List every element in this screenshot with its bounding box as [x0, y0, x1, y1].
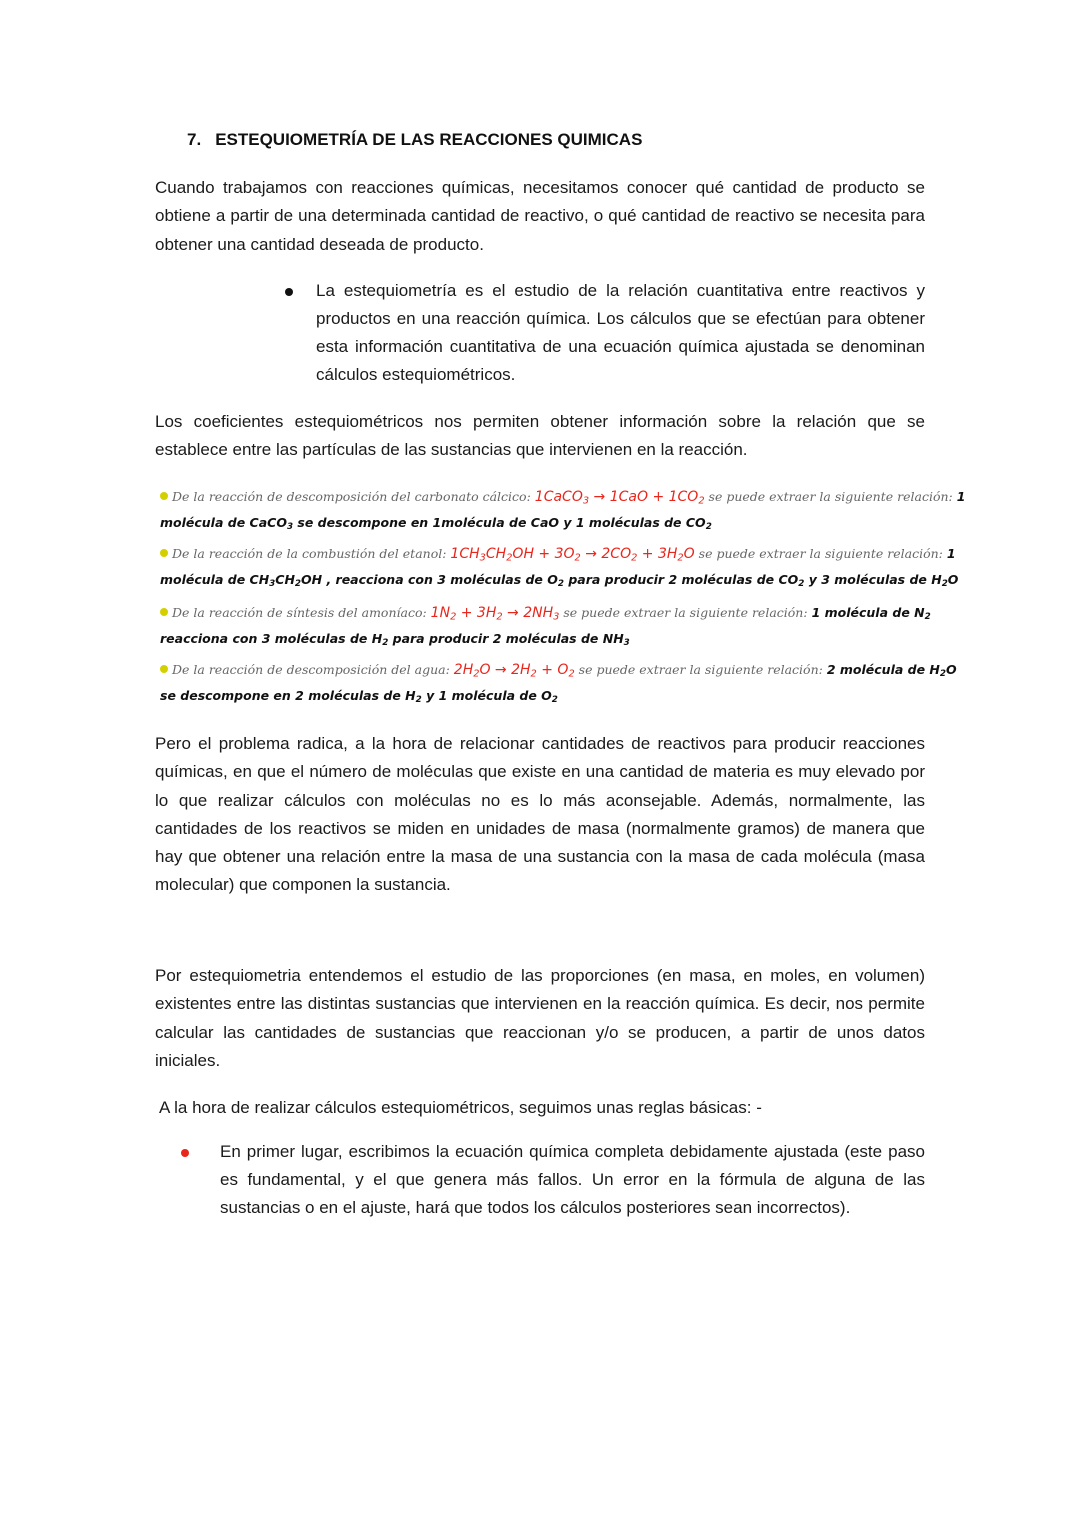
example-bullet-icon — [160, 549, 168, 557]
example-relation: 1 molécula de $N_2$ reacciona con 3 moléculas de $H_2$ para producir 2 moléculas de $NH_3$ — [160, 605, 931, 649]
example-lead: De la reacción de la combustión del etanol: — [172, 546, 447, 561]
section-heading — [187, 130, 642, 150]
definition-bullet-text: La estequiometría es el estudio de la relación cuantitativa entre reactivos y productos en una reacción química. Los cálculos que se efectúan para obtener esta información cuantitativa de una ecuación química ajustada se denominan cálculos estequiométricos. — [316, 281, 925, 384]
example-lead: De la reacción de descomposición del carbonato cálcico: — [172, 489, 531, 504]
example-bullet-icon — [160, 608, 168, 616]
stoichiometry-paragraph: Por estequiometria entendemos el estudio de las proporciones (en masa, en moles, en volumen) existentes entre las distintas sustancias que intervienen en la reacción química. Es decir, nos permite calcular las cantidades de sustancias que reaccionan y/o se producen, a partir de unos datos iniciales. — [155, 966, 925, 1070]
example-mid: se puede extraer la siguiente relación: — [578, 662, 823, 677]
example-equation: $1N_2 + 3H_2 \to 2NH_3$ — [430, 605, 560, 623]
example-equation: $1CH_3CH_2OH + 3O_2 \to 2CO_2 + 3H_2O$ — [450, 546, 695, 564]
coefficients-paragraph: Los coeficientes estequiométricos nos permiten obtener información sobre la relación que se establece entre las partículas de las sustancias que intervienen en la reacción. — [155, 412, 925, 460]
definition-bullet-dot — [285, 288, 293, 296]
example-relation: 2 molécula de $H_2O$ se descompone en 2 moléculas de $H_2$ y 1 molécula de $O_2$ — [160, 662, 957, 706]
example-water — [160, 657, 975, 708]
example-equation: 1CaCO$_3$ → $1CaO + 1CO_2$ — [534, 489, 705, 507]
example-bullet-icon — [160, 665, 168, 673]
example-mid: se puede extraer la siguiente relación: — [698, 546, 943, 561]
section-title: ESTEQUIOMETRÍA DE LAS REACCIONES QUIMICAS — [215, 130, 643, 149]
example-bullet-icon — [160, 492, 168, 500]
example-lead: De la reacción de descomposición del agua: — [172, 662, 450, 677]
example-lead: De la reacción de síntesis del amoníaco: — [172, 605, 427, 620]
example-mid: se puede extraer la siguiente relación: — [708, 489, 953, 504]
intro-paragraph: Cuando trabajamos con reacciones químicas, necesitamos conocer qué cantidad de producto se obtiene a partir de una determinada cantidad de reactivo, o qué cantidad de reactivo se necesita para obtener una cantidad deseada de producto. — [155, 178, 925, 254]
problem-paragraph: Pero el problema radica, a la hora de relacionar cantidades de reactivos para producir reacciones químicas, en que el número de moléculas que existe en una cantidad de materia es muy elevado por lo que realizar cálculos con moléculas no es lo más aconsejable. Además, normalmente, las cantidades de los reactivos se miden en unidades de masa (normalmente gramos) de manera que hay que obtener una relación entre la masa de una sustancia con la masa de cada molécula (masa molecular) que componen la sustancia. — [155, 734, 925, 895]
rule-item: En primer lugar, escribimos la ecuación química completa debidamente ajustada (este paso es fundamental, y el que genera más fallos. Un error en la fórmula de alguna de las sustancias o en el ajuste, hará que todos los cálculos posteriores sean incorrectos). — [220, 1142, 925, 1217]
example-relation: 1 molécula de CaCO$_3$ se descompone en 1molécula de CaO y 1 moléculas de $CO_2$ — [160, 489, 966, 533]
example-equation: $2H_2O \to 2H_2 + O_2$ — [453, 662, 575, 680]
example-relation: 1 molécula de $CH_3CH_2OH$ , reacciona con 3 moléculas de $O_2$ para producir 2 moléculas de $CO_2$ y 3 moléculas de $H_2O$ — [160, 546, 959, 590]
rules-intro: A la hora de realizar cálculos estequiométricos, seguimos unas reglas básicas: - — [159, 1098, 762, 1117]
example-carbonate — [160, 484, 975, 535]
example-mid: se puede extraer la siguiente relación: — [563, 605, 808, 620]
example-ammonia — [160, 600, 975, 651]
section-number: 7. — [187, 130, 202, 149]
rule-bullet-dot — [181, 1149, 189, 1157]
example-ethanol — [160, 541, 975, 592]
